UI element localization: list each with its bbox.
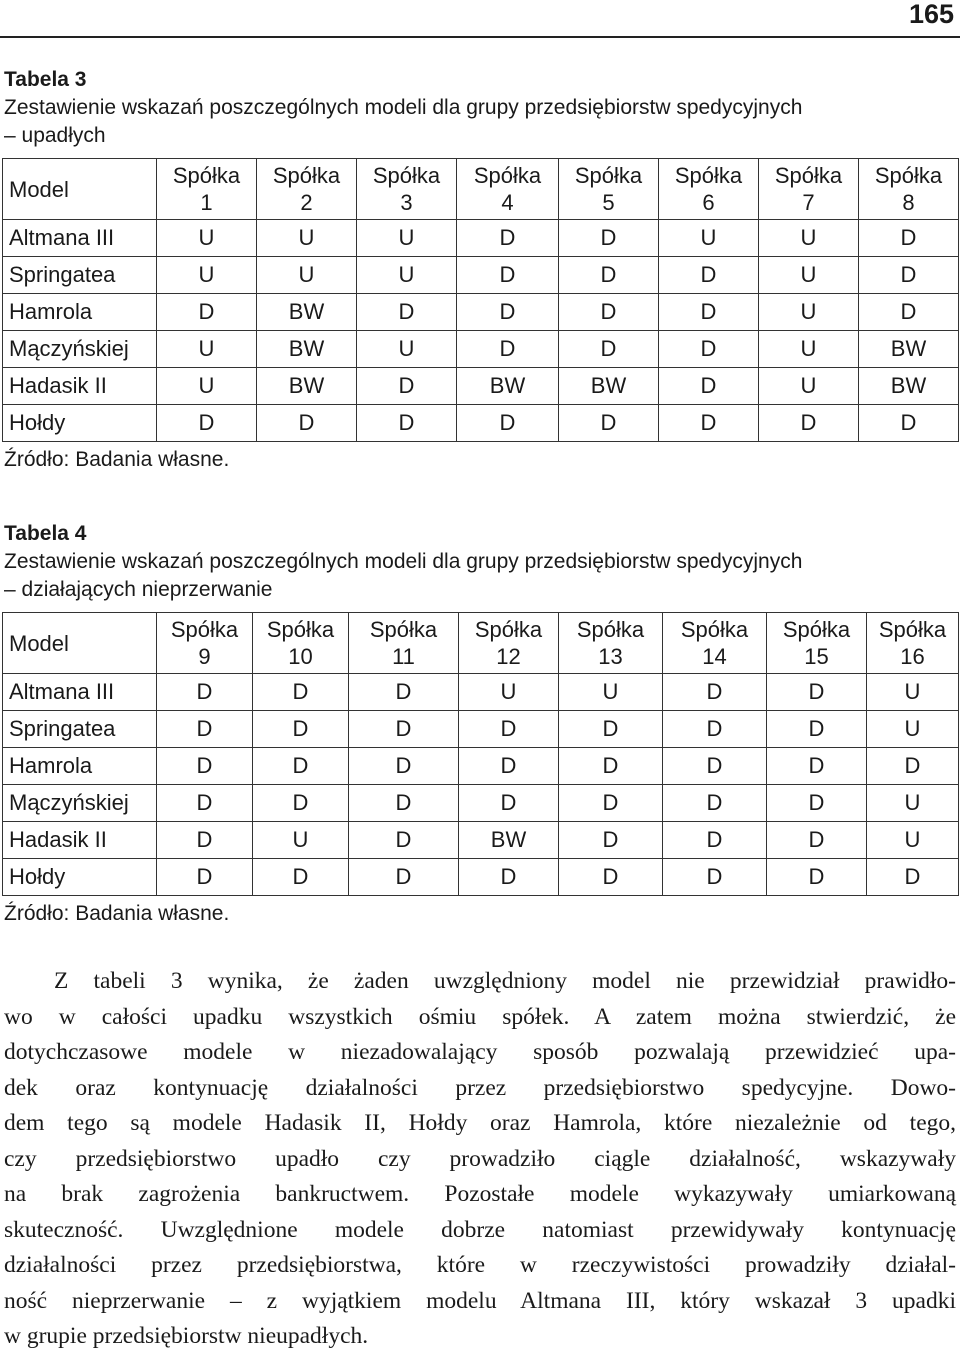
- indication-cell: BW: [257, 368, 357, 405]
- indication-cell: D: [253, 748, 349, 785]
- indication-cell: U: [759, 294, 859, 331]
- company-header-word: Spółka: [372, 163, 441, 188]
- body-line: wo w całości upadku wszystkich ośmiu spółek. A zatem można stwierdzić, że: [4, 1003, 956, 1030]
- indication-cell: U: [759, 220, 859, 257]
- table-3-block: [2, 66, 958, 474]
- indication-cell: D: [157, 674, 253, 711]
- company-header-word: Spółka: [878, 617, 947, 642]
- indication-cell: D: [767, 711, 867, 748]
- indication-cell: D: [457, 331, 559, 368]
- indication-cell: D: [157, 405, 257, 442]
- model-name-cell: Hadasik II: [3, 368, 157, 405]
- company-number: 1: [200, 190, 213, 215]
- indication-cell: D: [559, 294, 659, 331]
- indication-cell: D: [157, 294, 257, 331]
- body-line: dem tego są modele Hadasik II, Hołdy oraz Hamrola, które niezależnie od tego,: [4, 1110, 956, 1136]
- indication-cell: D: [349, 711, 459, 748]
- model-name-cell: Hamrola: [3, 294, 157, 331]
- indication-cell: U: [659, 220, 759, 257]
- indication-cell: U: [357, 331, 457, 368]
- body-line: Z tabeli 3 wynika, że żaden uwzględniony model nie przewidział prawidło-: [54, 968, 956, 994]
- model-name-cell: Hamrola: [3, 748, 157, 785]
- indication-cell: D: [767, 674, 867, 711]
- model-column-header: Model: [3, 613, 157, 674]
- company-number: 6: [702, 190, 715, 215]
- indication-cell: U: [157, 331, 257, 368]
- table-row: [3, 822, 959, 859]
- indication-cell: D: [859, 257, 959, 294]
- caption-line: – upadłych: [4, 124, 106, 147]
- caption-line: Zestawienie wskazań poszczególnych modeli dla grupy przedsiębiorstw spedycyjnych: [4, 96, 803, 119]
- table-label: Tabela 3: [4, 68, 87, 91]
- indication-cell: D: [759, 405, 859, 442]
- company-column-header: [767, 613, 867, 674]
- company-column-header: [157, 159, 257, 220]
- indication-cell: D: [559, 405, 659, 442]
- body-line: działalności przez przedsiębiorstwa, które w rzeczywistości prowadziły działal-: [4, 1252, 956, 1278]
- indication-cell: D: [859, 220, 959, 257]
- table-row: [3, 785, 959, 822]
- indication-cell: D: [559, 822, 663, 859]
- indication-cell: U: [157, 368, 257, 405]
- model-name-cell: Altmana III: [3, 220, 157, 257]
- body-line: ność nieprzerwanie – z wyjątkiem modelu Altmana III, który wskazał 3 upadki: [4, 1287, 956, 1314]
- indication-cell: D: [659, 331, 759, 368]
- indication-cell: U: [257, 257, 357, 294]
- indication-cell: D: [157, 822, 253, 859]
- indication-cell: D: [663, 785, 767, 822]
- model-column-header: Model: [3, 159, 157, 220]
- indication-cell: D: [253, 711, 349, 748]
- body-line: skuteczność. Uwzględnione modele dobrze natomiast przewidywały kontynuację: [4, 1216, 956, 1243]
- indication-cell: D: [659, 257, 759, 294]
- company-column-header: [663, 613, 767, 674]
- company-header-word: Spółka: [680, 617, 749, 642]
- table-header-row: [3, 613, 959, 674]
- body-line: na brak zagrożenia bankructwem. Pozostałe modele wykazywały umiarkowaną: [4, 1181, 956, 1207]
- table-row: [3, 405, 959, 442]
- indication-cell: D: [659, 368, 759, 405]
- indication-cell: BW: [257, 331, 357, 368]
- company-number: 12: [496, 644, 521, 669]
- company-column-header: [459, 613, 559, 674]
- company-number: 10: [288, 644, 313, 669]
- body-line: dek oraz kontynuację działalności przez przedsiębiorstwo spedycyjne. Dowo-: [4, 1074, 956, 1101]
- company-column-header: [867, 613, 959, 674]
- body-paragraph: [4, 964, 956, 1355]
- company-column-header: [349, 613, 459, 674]
- indication-cell: U: [867, 674, 959, 711]
- indication-cell: U: [867, 711, 959, 748]
- company-column-header: [759, 159, 859, 220]
- indication-cell: U: [257, 220, 357, 257]
- indication-cell: D: [559, 711, 663, 748]
- table-row: [3, 711, 959, 748]
- table-row: [3, 674, 959, 711]
- indication-cell: BW: [559, 368, 659, 405]
- indication-cell: D: [859, 405, 959, 442]
- table-label: Tabela 4: [4, 522, 87, 545]
- indication-cell: D: [253, 859, 349, 896]
- indication-cell: U: [157, 257, 257, 294]
- indication-cell: D: [859, 294, 959, 331]
- indication-cell: D: [663, 674, 767, 711]
- indication-cell: D: [559, 785, 663, 822]
- table-row: [3, 257, 959, 294]
- page-number: 165: [908, 0, 954, 29]
- company-header-word: Spółka: [576, 617, 645, 642]
- table-caption: [4, 548, 958, 604]
- indication-cell: U: [357, 220, 457, 257]
- model-name-cell: Hadasik II: [3, 822, 157, 859]
- indication-cell: D: [357, 368, 457, 405]
- indication-cell: BW: [257, 294, 357, 331]
- table-row: [3, 294, 959, 331]
- indication-cell: D: [559, 748, 663, 785]
- table-row: [3, 748, 959, 785]
- header-rule: [0, 36, 960, 38]
- company-header-word: Spółka: [272, 163, 341, 188]
- indication-cell: D: [457, 220, 559, 257]
- company-column-header: [559, 613, 663, 674]
- company-column-header: [659, 159, 759, 220]
- table-source: Źródło: Badania własne.: [4, 902, 230, 925]
- indication-cell: BW: [457, 368, 559, 405]
- indication-cell: BW: [859, 331, 959, 368]
- indication-cell: D: [767, 785, 867, 822]
- company-column-header: [253, 613, 349, 674]
- company-number: 2: [300, 190, 313, 215]
- company-number: 15: [804, 644, 829, 669]
- company-header-word: Spółka: [574, 163, 643, 188]
- table-4-block: [2, 520, 958, 928]
- indication-cell: D: [867, 748, 959, 785]
- indication-cell: D: [349, 859, 459, 896]
- indication-cell: U: [759, 331, 859, 368]
- caption-line: – działających nieprzerwanie: [4, 578, 273, 601]
- indication-cell: D: [457, 257, 559, 294]
- company-column-header: [457, 159, 559, 220]
- indication-cell: U: [867, 785, 959, 822]
- indication-cell: D: [659, 405, 759, 442]
- indication-cell: D: [253, 785, 349, 822]
- indication-cell: U: [759, 368, 859, 405]
- indication-cell: D: [663, 859, 767, 896]
- company-column-header: [859, 159, 959, 220]
- indication-cell: U: [867, 822, 959, 859]
- indication-cell: D: [257, 405, 357, 442]
- indication-cell: D: [767, 748, 867, 785]
- indication-cell: D: [459, 785, 559, 822]
- indication-cell: D: [457, 405, 559, 442]
- company-header-word: Spółka: [170, 617, 239, 642]
- indication-cell: U: [253, 822, 349, 859]
- company-number: 5: [602, 190, 615, 215]
- company-number: 3: [400, 190, 413, 215]
- company-number: 11: [392, 644, 415, 669]
- indication-cell: D: [357, 294, 457, 331]
- indication-cell: D: [559, 331, 659, 368]
- indication-cell: D: [457, 294, 559, 331]
- indication-cell: D: [357, 405, 457, 442]
- indication-cell: D: [349, 674, 459, 711]
- company-number: 16: [900, 644, 925, 669]
- indication-cell: D: [767, 859, 867, 896]
- indication-cell: BW: [859, 368, 959, 405]
- table-row: [3, 220, 959, 257]
- company-header-word: Spółka: [369, 617, 438, 642]
- model-name-cell: Altmana III: [3, 674, 157, 711]
- company-header-word: Spółka: [774, 163, 843, 188]
- table-row: [3, 331, 959, 368]
- model-name-cell: Springatea: [3, 711, 157, 748]
- model-name-cell: Hołdy: [3, 405, 157, 442]
- model-name-cell: Mączyńskiej: [3, 331, 157, 368]
- indication-cell: U: [157, 220, 257, 257]
- company-number: 13: [598, 644, 623, 669]
- company-header-word: Spółka: [874, 163, 943, 188]
- data-table: [2, 612, 959, 896]
- table-row: [3, 368, 959, 405]
- indication-cell: D: [559, 859, 663, 896]
- indication-cell: D: [767, 822, 867, 859]
- indication-cell: D: [459, 748, 559, 785]
- indication-cell: D: [157, 859, 253, 896]
- indication-cell: U: [559, 674, 663, 711]
- indication-cell: D: [663, 822, 767, 859]
- table-source: Źródło: Badania własne.: [4, 448, 230, 471]
- body-line: w grupie przedsiębiorstw nieupadłych.: [4, 1323, 369, 1349]
- company-header-word: Spółka: [473, 163, 542, 188]
- indication-cell: D: [459, 711, 559, 748]
- indication-cell: U: [357, 257, 457, 294]
- caption-line: Zestawienie wskazań poszczególnych modeli dla grupy przedsiębiorstw spedycyjnych: [4, 550, 803, 573]
- indication-cell: BW: [459, 822, 559, 859]
- indication-cell: D: [459, 859, 559, 896]
- data-table: [2, 158, 959, 442]
- model-name-cell: Mączyńskiej: [3, 785, 157, 822]
- company-number: 8: [902, 190, 915, 215]
- indication-cell: D: [659, 294, 759, 331]
- indication-cell: D: [559, 220, 659, 257]
- table-row: [3, 859, 959, 896]
- company-header-word: Spółka: [782, 617, 851, 642]
- company-number: 7: [802, 190, 815, 215]
- company-header-word: Spółka: [474, 617, 543, 642]
- company-column-header: [357, 159, 457, 220]
- model-name-cell: Hołdy: [3, 859, 157, 896]
- indication-cell: D: [663, 748, 767, 785]
- company-number: 9: [198, 644, 211, 669]
- company-column-header: [257, 159, 357, 220]
- indication-cell: D: [349, 785, 459, 822]
- body-line: dotychczasowe modele w niezadowalający sposób pozwalają przewidzieć upa-: [4, 1039, 956, 1065]
- indication-cell: D: [349, 748, 459, 785]
- company-number: 4: [501, 190, 514, 215]
- company-column-header: [157, 613, 253, 674]
- indication-cell: D: [559, 257, 659, 294]
- indication-cell: U: [459, 674, 559, 711]
- indication-cell: D: [663, 711, 767, 748]
- model-name-cell: Springatea: [3, 257, 157, 294]
- indication-cell: D: [867, 859, 959, 896]
- indication-cell: U: [759, 257, 859, 294]
- indication-cell: D: [253, 674, 349, 711]
- table-caption: [4, 94, 958, 150]
- indication-cell: D: [157, 785, 253, 822]
- company-header-word: Spółka: [266, 617, 335, 642]
- indication-cell: D: [157, 748, 253, 785]
- company-header-word: Spółka: [172, 163, 241, 188]
- company-header-word: Spółka: [674, 163, 743, 188]
- indication-cell: D: [349, 822, 459, 859]
- body-line: czy przedsiębiorstwo upadło czy prowadziło ciągle działalność, wskazywały: [4, 1145, 956, 1172]
- company-column-header: [559, 159, 659, 220]
- table-header-row: [3, 159, 959, 220]
- company-number: 14: [702, 644, 727, 669]
- indication-cell: D: [157, 711, 253, 748]
